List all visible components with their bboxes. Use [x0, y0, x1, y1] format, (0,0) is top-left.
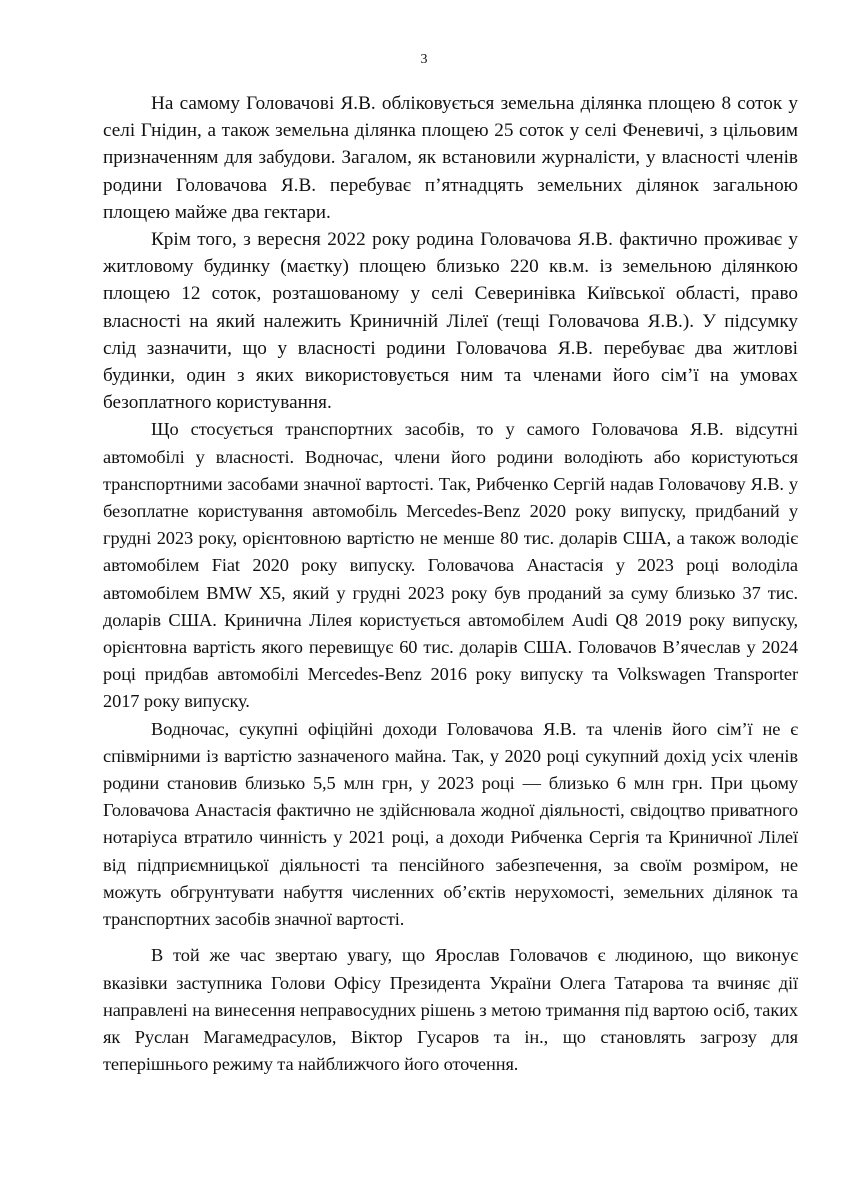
- paragraph-attention: В той же час звертаю увагу, що Ярослав Головачов є людиною, що виконує вказівки заступника Голови Офісу Президента України Олега Татарова та вчиняє дії направлені на винесення неправосудних рішень з метою тримання під вартою осіб, таких як Руслан Магамедрасулов, Віктор Гусаров та ін., що становлять загрозу для теперішнього режиму та найближчого його оточення.: [103, 945, 798, 1075]
- paragraph-residence: Крім того, з вересня 2022 року родина Головачова Я.В. фактично проживає у житловому будинку (маєтку) площею близько 220 кв.м. із земельною ділянкою площею 12 соток, розташованому у селі Северинівка Київської області, право власності на який належить Криничній Лілеї (тещі Головачова Я.В.). У підсумку слід зазначити, що у власності родини Головачова Я.В. перебуває два житлові будинки, один з яких використовується ним та членами його сім’ї на умовах безоплатного користування.: [103, 229, 798, 414]
- paragraph-vehicles: Що стосується транспортних засобів, то у самого Головачова Я.В. відсутні автомобілі у власності. Водночас, члени його родини володіють або користуються транспортними засобами значної вартості. Так, Рибченко Сергій надав Головачову Я.В. у безоплатне користування автомобіль Mercedes-Benz 2020 року випуску, придбаний у грудні 2023 року, орієнтовною вартістю не менше 80 тис. доларів США, а також володіє автомобілем Fiat 2020 року випуску. Головачова Анастасія у 2023 році володіла автомобілем BMW X5, який у грудні 2023 року був проданий за суму близько 37 тис. доларів США. Кринична Лілея користується автомобілем Audi Q8 2019 року випуску, орієнтовна вартість якого перевищує 60 тис. доларів США. Головачов В’ячеслав у 2024 році придбав автомобілі Mercedes-Benz 2016 року випуску та Volkswagen Transporter 2017 року випуску.: [103, 419, 798, 712]
- paragraph-incomes: Водночас, сукупні офіційні доходи Головачова Я.В. та членів його сім’ї не є співмірними із вартістю зазначеного майна. Так, у 2020 році сукупний дохід усіх членів родини становив близько 5,5 млн грн, у 2023 році — близько 6 млн грн. При цьому Головачова Анастасія фактично не здійснювала жодної діяльності, свідоцтво приватного нотаріуса втратило чинність у 2021 році, а доходи Рибченка Сергія та Криничної Лілеї від підприємницької діяльності та пенсійного забезпечення, за своїм розміром, не можуть обгрунтувати набуття численних об’єктів нерухомості, земельних ділянок та транспортних засобів значної вартості.: [103, 718, 798, 930]
- document-body: [103, 90, 798, 1078]
- paragraph-land-plots: На самому Головачові Я.В. обліковується земельна ділянка площею 8 соток у селі Гнідин, а також земельна ділянка площею 25 соток у селі Феневичі, з цільовим призначенням для забудови. Загалом, як встановили журналісти, у власності членів родини Головачова Я.В. перебуває п’ятнадцять земельних ділянок загальною площею майже два гектари.: [103, 93, 798, 223]
- page-number: 3: [420, 52, 428, 67]
